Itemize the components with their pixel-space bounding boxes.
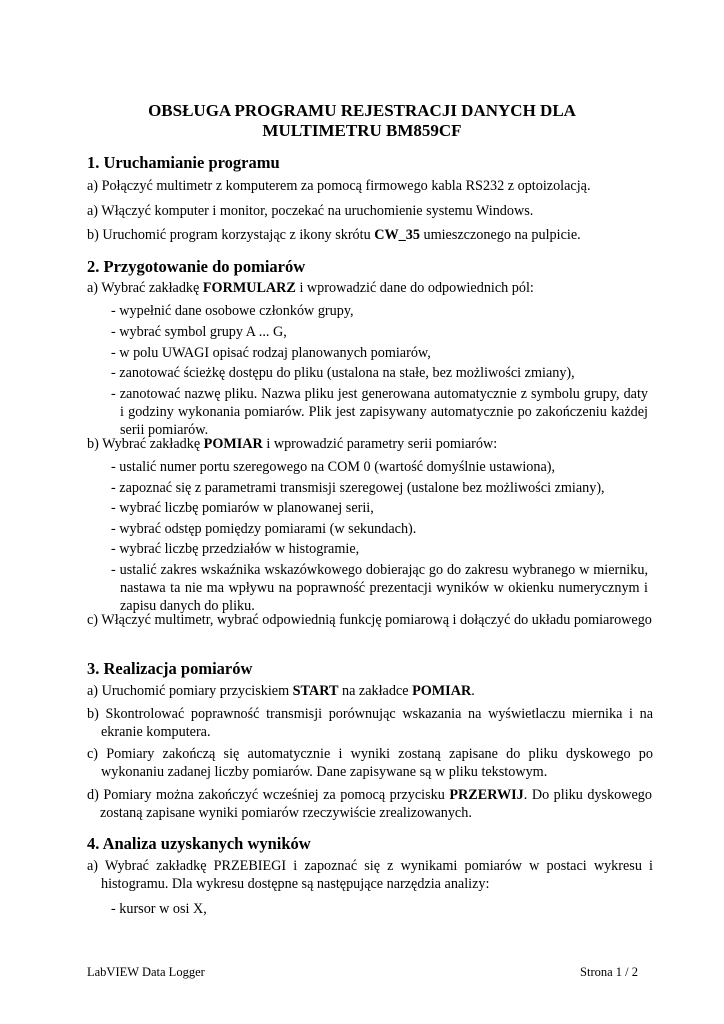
s1-step-b: a) Włączyć komputer i monitor, poczekać na uruchomienie systemu Windows.: [87, 203, 534, 219]
s4-step-a: a) Wybrać zakładkę PRZEBIEGI i zapoznać się z wynikami pomiarów w postaci wykresu i histogramu. Dla wykresu dostępne są następujące narzędzia analizy:: [87, 858, 653, 892]
s2-b-item-2: - zapoznać się z parametrami transmisji szeregowej (ustalone bez możliwości zmiany),: [111, 480, 605, 496]
s2-step-a: a) Wybrać zakładkę FORMULARZ i wprowadzić dane do odpowiednich pól:: [87, 280, 534, 296]
s4-item-1: - kursor w osi X,: [111, 901, 207, 917]
s2-a-item-2: - wybrać symbol grupy A ... G,: [111, 324, 287, 340]
s2-step-b: b) Wybrać zakładkę POMIAR i wprowadzić parametry serii pomiarów:: [87, 436, 498, 452]
tab-name-pomiar-2: POMIAR: [412, 683, 472, 699]
s2-a-item-1: - wypełnić dane osobowe członków grupy,: [111, 303, 354, 319]
s3-step-c: c) Pomiary zakończą się automatycznie i wyniki zostaną zapisane do pliku dyskowego po wykonaniu zadanej liczby pomiarów. Dane zapisywane są w pliku tekstowym.: [87, 746, 653, 780]
s3-step-d: d) Pomiary można zakończyć wcześniej za pomocą przycisku PRZERWIJ. Do pliku dyskowego zostaną zapisane wyniki pomiarów rzeczywiście zrealizowanych.: [87, 787, 652, 821]
s2-step-c: c) Włączyć multimetr, wybrać odpowiednią funkcję pomiarową i dołączyć do układu pomiarowego: [87, 612, 652, 628]
s1-step-c: b) Uruchomić program korzystając z ikony skrótu CW_35 umieszczonego na pulpicie.: [87, 227, 581, 243]
s2-a-item-4: - zanotować ścieżkę dostępu do pliku (ustalona na stałe, bez możliwości zmiany),: [111, 365, 575, 381]
s2-b-item-3: - wybrać liczbę pomiarów w planowanej serii,: [111, 500, 374, 516]
przerwij-button-name: PRZERWIJ: [449, 787, 524, 803]
s2-b-item-4: - wybrać odstęp pomiędzy pomiarami (w sekundach).: [111, 521, 417, 537]
s2-a-item-5: - zanotować nazwę pliku. Nazwa pliku jest generowana automatycznie z symbolu grupy, daty i godziny wykonania pomiarów. Plik jest zapisywany automatycznie po zakończeniu każdej serii pomiarów.: [111, 386, 648, 438]
shortcut-name: CW_35: [374, 227, 420, 243]
tab-name-pomiar: POMIAR: [203, 436, 263, 452]
footer-page-number: Strona 1 / 2: [580, 965, 638, 979]
section-3-heading: 3. Realizacja pomiarów: [87, 659, 253, 678]
section-1-heading: 1. Uruchamianie programu: [87, 153, 280, 172]
s3-step-a: a) Uruchomić pomiary przyciskiem START na zakładce POMIAR.: [87, 683, 475, 699]
section-4-heading: 4. Analiza uzyskanych wyników: [87, 834, 311, 853]
section-2-heading: 2. Przygotowanie do pomiarów: [87, 257, 306, 276]
start-button-name: START: [292, 683, 339, 699]
footer-left: LabVIEW Data Logger: [87, 965, 205, 979]
tab-name-formularz: FORMULARZ: [202, 280, 296, 296]
s2-b-item-5: - wybrać liczbę przedziałów w histogramie,: [111, 541, 360, 557]
document-title-line-2: MULTIMETRU BM859CF: [262, 121, 462, 140]
s3-step-b: b) Skontrolować poprawność transmisji porównując wskazania na wyświetlaczu miernika i na ekranie komputera.: [87, 706, 653, 740]
document-title-line-1: OBSŁUGA PROGRAMU REJESTRACJI DANYCH DLA: [148, 101, 576, 120]
s2-a-item-3: - w polu UWAGI opisać rodzaj planowanych pomiarów,: [111, 345, 431, 361]
s2-b-item-1: - ustalić numer portu szeregowego na COM 0 (wartość domyślnie ustawiona),: [111, 459, 556, 475]
s1-step-a: a) Połączyć multimetr z komputerem za pomocą firmowego kabla RS232 z optoizolacją.: [87, 178, 591, 194]
s2-b-item-6: - ustalić zakres wskaźnika wskazówkowego dobierając go do zakresu wybranego w mierniku, nastawa ta nie ma wpływu na poprawność prezentacji wyników w okienku numerycznym i zapisu danych do pliku.: [111, 562, 648, 614]
